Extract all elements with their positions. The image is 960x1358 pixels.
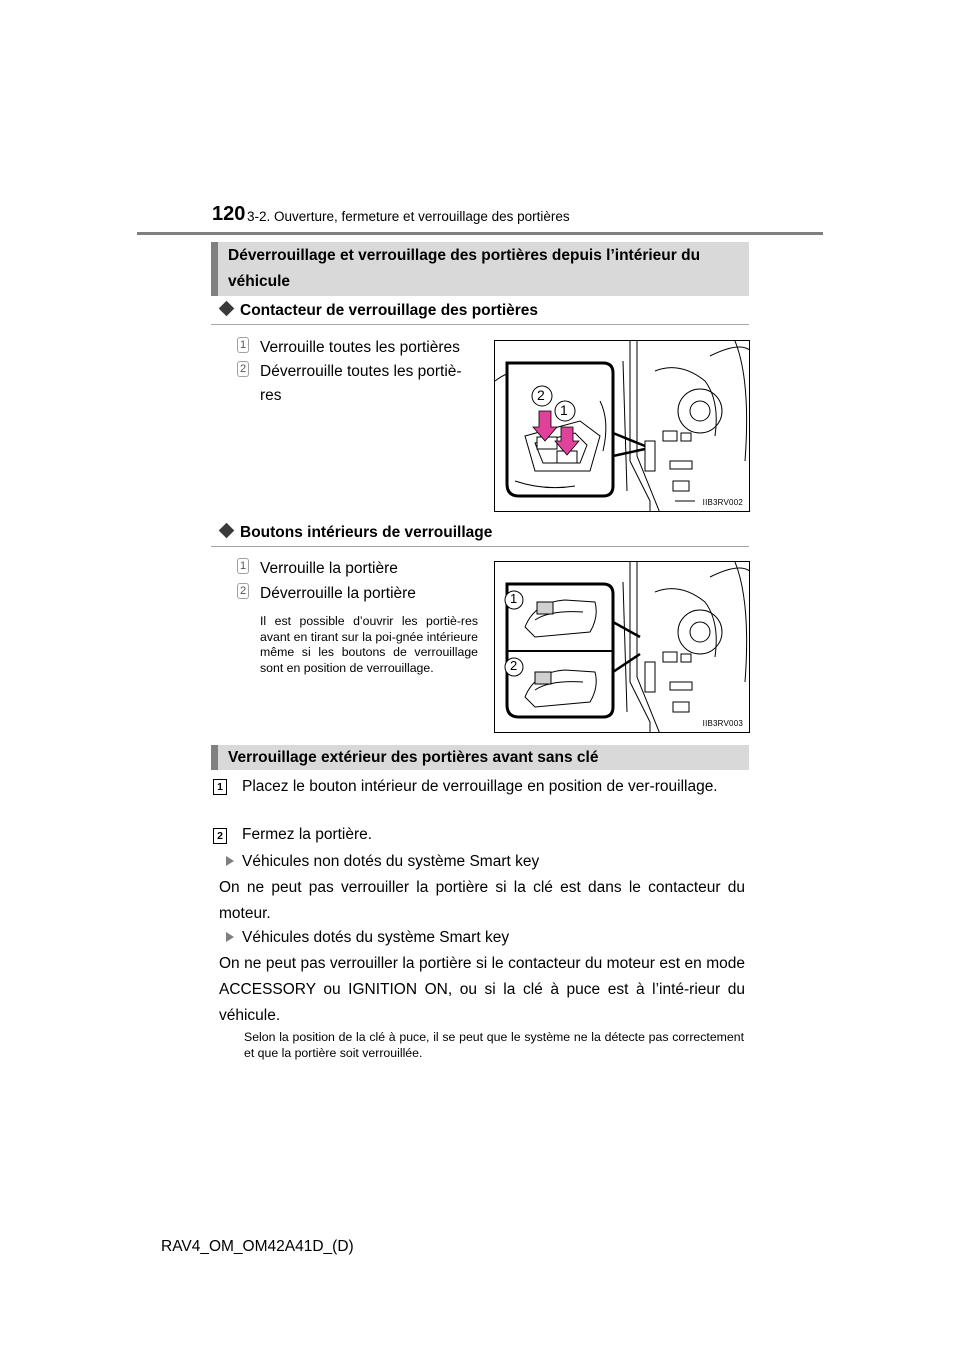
list-item-text: Verrouille la portière <box>260 560 398 577</box>
note-text: Il est possible d’ouvrir les portiè-res avant en tirant sur la poi-gnée intérieure même si les boutons de verrouillage sont en position de verrouillage. <box>260 614 478 675</box>
interior-lock-buttons-illustration <box>494 561 750 733</box>
bullet-text: Véhicules non dotés du système Smart key <box>242 853 540 870</box>
subheading-interior-lock-buttons <box>219 524 492 542</box>
number-badge: 2 <box>237 361 249 377</box>
callout-number: 2 <box>537 387 545 403</box>
subheading-text: Contacteur de verrouillage des portières <box>240 302 539 319</box>
bullet-text: Véhicules dotés du système Smart key <box>242 929 510 946</box>
number-badge: 1 <box>237 337 249 353</box>
paragraph: On ne peut pas verrouiller la portière si le contacteur du moteur est en mode ACCESSORY ou IGNITION ON, ou si la clé à puce est à l’inté-rieur du véhicule. <box>219 955 745 1024</box>
subheading-rule <box>211 324 749 325</box>
callout-number: 1 <box>560 402 568 418</box>
list-item <box>237 360 481 408</box>
list-item <box>237 557 481 583</box>
step-badge: 2 <box>213 828 227 844</box>
subheading-door-lock-switch <box>219 302 538 320</box>
subheading-rule <box>211 546 749 547</box>
callout-number: 2 <box>510 658 518 673</box>
figure-code: IIB3RV002 <box>702 498 743 507</box>
bullet-item <box>226 929 509 947</box>
list-item-text: Déverrouille la portière <box>260 585 416 602</box>
note-text: Selon la position de la clé à puce, il se peut que le système ne la détecte pas correctement et que la portière soit verrouillée. <box>244 1030 744 1060</box>
number-badge: 2 <box>237 583 249 599</box>
section-heading-keyless-lock <box>211 745 749 770</box>
door-lock-switch-illustration <box>494 340 750 512</box>
step-text: Placez le bouton intérieur de verrouillage en position de ver-rouillage. <box>242 778 718 795</box>
callout-number: 1 <box>510 591 518 606</box>
list-item <box>237 336 481 362</box>
list-item-text: Déverrouille toutes les portiè-res <box>260 363 462 404</box>
illustration-drawing <box>495 562 750 733</box>
number-badge: 1 <box>237 558 249 574</box>
list-item-text: Verrouille toutes les portières <box>260 339 460 356</box>
triangle-bullet-icon <box>226 932 234 942</box>
section-heading-text: Déverrouillage et verrouillage des portières depuis l’intérieur du véhicule <box>228 247 701 290</box>
figure-code: IIB3RV003 <box>702 719 743 728</box>
diamond-icon <box>219 523 235 539</box>
page-number: 120 <box>212 203 246 225</box>
bullet-item <box>226 853 539 871</box>
step-badge: 1 <box>213 779 227 795</box>
section-heading-interior-lock <box>211 242 749 296</box>
triangle-bullet-icon <box>226 856 234 866</box>
subheading-text: Boutons intérieurs de verrouillage <box>240 524 493 541</box>
header-rule <box>137 232 823 235</box>
step-text: Fermez la portière. <box>242 826 373 843</box>
section-heading-text: Verrouillage extérieur des portières avant sans clé <box>228 748 599 766</box>
chapter-title: 3-2. Ouverture, fermeture et verrouillage des portières <box>247 209 570 224</box>
diamond-icon <box>219 301 235 317</box>
list-item <box>237 582 481 608</box>
paragraph: On ne peut pas verrouiller la portière si la clé est dans le contacteur du moteur. <box>219 879 745 922</box>
document-code: RAV4_OM_OM42A41D_(D) <box>161 1238 354 1255</box>
illustration-drawing <box>495 341 750 512</box>
